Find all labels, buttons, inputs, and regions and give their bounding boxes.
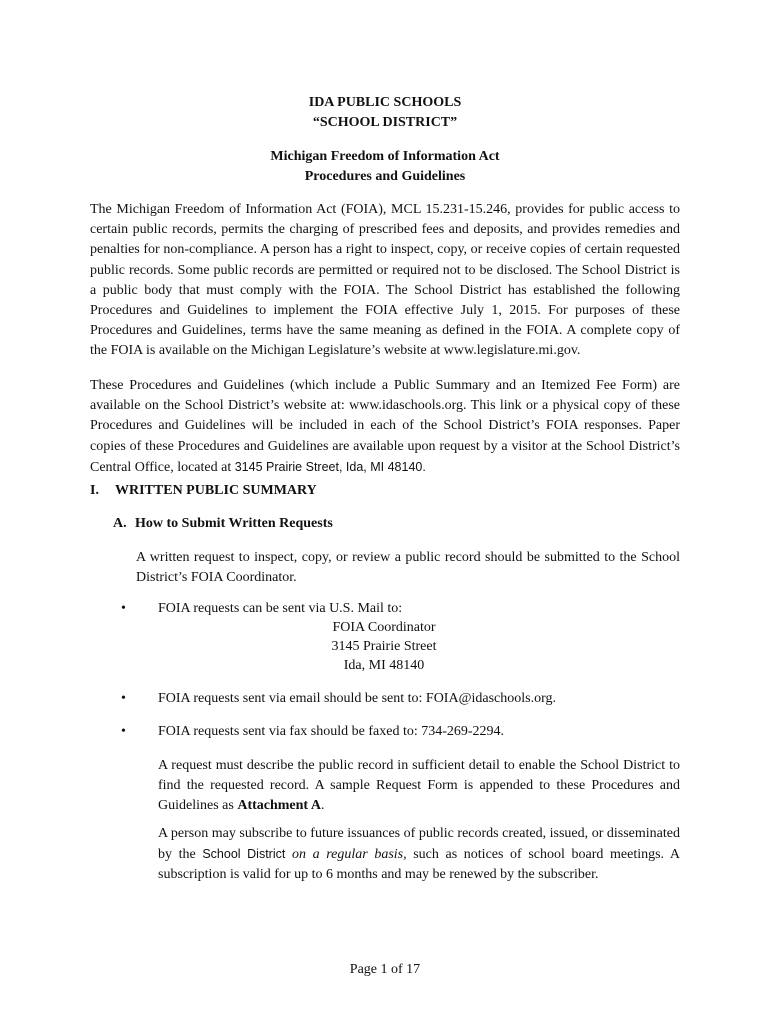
document-title	[90, 147, 680, 187]
bullet-dot: •	[121, 601, 126, 616]
address-line1: FOIA Coordinator	[332, 620, 436, 635]
document-title-line1: Michigan Freedom of Information Act	[270, 149, 500, 164]
subscription-text-2: such as notices of school board meetings. A subscription is valid for up to 6 months and may be renewed by the subscriber.	[158, 847, 681, 883]
bullet-fax	[121, 722, 504, 742]
subscription-paragraph	[158, 824, 680, 886]
section-heading	[90, 481, 317, 501]
bullet-fax-text: FOIA requests sent via fax should be faxed to: 734-269-2294.	[158, 724, 505, 739]
district-alias: “SCHOOL DISTRICT”	[312, 115, 458, 130]
subscription-space	[285, 847, 292, 862]
subsection-heading	[113, 514, 333, 534]
page-number: Page 1 of 17	[349, 962, 421, 977]
request-detail-paragraph	[158, 756, 680, 817]
mailing-address	[246, 618, 522, 675]
request-detail-text: A request must describe the public record in sufficient detail to enable the School District to find the requested record. A sample Request Form is appended to these Procedures and Guidelines as	[158, 758, 680, 814]
bullet-mail	[121, 599, 402, 619]
bullet-mail-text: FOIA requests can be sent via U.S. Mail to:	[158, 601, 403, 616]
section-title: WRITTEN PUBLIC SUMMARY	[115, 483, 317, 498]
subscription-regular-basis: on a regular basis,	[291, 847, 407, 863]
request-detail-end: .	[320, 798, 325, 814]
district-name: IDA PUBLIC SCHOOLS	[308, 95, 462, 110]
bullet-email	[121, 689, 556, 709]
availability-paragraph	[90, 376, 680, 478]
subsection-title: How to Submit Written Requests	[135, 516, 333, 531]
subsection-letter: A.	[113, 516, 127, 531]
document-title-line2: Procedures and Guidelines	[304, 169, 466, 184]
central-office-address: 3145 Prairie Street, Ida, MI 48140.	[234, 459, 426, 474]
intro-paragraph: The Michigan Freedom of Information Act (FOIA), MCL 15.231-15.246, provides for public access to certain public records, permits the charging of prescribed fees and deposits, and provides remedies and penalties for non-compliance. A person has a right to inspect, copy, or receive copies of certain requested public records. Some public records are permitted or required not to be disclosed. The School District is a public body that must comply with the FOIA. The School District has established the following Procedures and Guidelines to implement the FOIA effective July 1, 2015. For purposes of these Procedures and Guidelines, terms have the same meaning as defined in the FOIA. A complete copy of the FOIA is available on the Michigan Legislature’s website at www.legislature.mi.gov.	[90, 202, 680, 359]
district-title	[90, 93, 680, 133]
bullet-dot: •	[121, 691, 126, 706]
subscription-text-1: A person may subscribe to future issuances of public records created, issued, or disseminated by the	[158, 826, 680, 863]
address-line2: 3145 Prairie Street	[331, 639, 437, 654]
section-number: I.	[90, 483, 99, 498]
availability-text: These Procedures and Guidelines (which include a Public Summary and an Itemized Fee Form) are available on the School District’s website at: www.idaschools.org. This link or a physical copy of these Procedures and Guidelines will be included in each of the School District’s FOIA responses. Paper copies of these Procedures and Guidelines are available upon request by a visitor at the School District’s Central Office, located at	[90, 378, 680, 475]
bullet-email-text: FOIA requests sent via email should be sent to: FOIA@idaschools.org.	[158, 691, 556, 706]
submit-request-paragraph: A written request to inspect, copy, or review a public record should be submitted to the School District’s FOIA Coordinator.	[136, 550, 680, 586]
address-line3: Ida, MI 48140	[343, 658, 425, 673]
bullet-dot: •	[121, 724, 126, 739]
subscription-school-district: School District	[202, 847, 286, 862]
attachment-reference: Attachment A	[237, 798, 321, 814]
